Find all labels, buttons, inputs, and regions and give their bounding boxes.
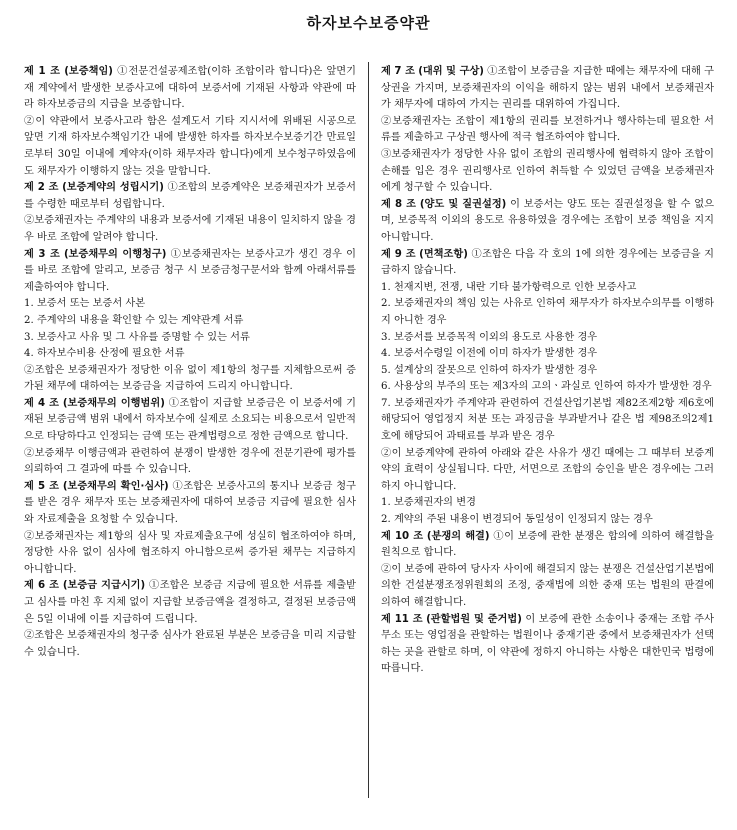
article-text: ①조합이 지급할 보증금은 이 보증서에 기재된 보증금액 범위 내에서 하자보수에 실제로 소요되는 비용으로서 일반적으로 타당하다고 인정되는 금액 또는 관계법령으로 정한 금액으로 합니다. [24, 397, 356, 443]
article-title: (분쟁의 해결) [426, 530, 490, 542]
article-title: (대위 및 구상) [418, 66, 484, 77]
article-text: ①이 보증에 관한 분쟁은 합의에 의하여 해결함을 원칙으로 합니다. [381, 530, 714, 559]
article-number: 제 2 조 [24, 182, 59, 194]
clause-paragraph: ②이 약관에서 보증사고라 함은 설계도서 기타 지시서에 위배된 시공으로 앞면 기재 하자보수책임기간 내에 발생한 하자를 하자보수보증기간 만료일로부터 30일 이내에 계약자(이하 채무자라 합니다)에게 보수청구하였음에도 채무자가 이행하지 않는 것을 말합니다. [24, 115, 356, 177]
clause-paragraph: 5. 설계상의 잘못으로 인하여 하자가 발생한 경우 [381, 364, 598, 376]
article-paragraph [381, 64, 714, 114]
article-number: 제 7 조 [381, 66, 415, 77]
article-number: 제 9 조 [381, 248, 416, 260]
clause-paragraph: 4. 하자보수비용 산정에 필요한 서류 [24, 348, 185, 360]
article-text: 이 보증에 관한 소송이나 중재는 조합 주사무소 또는 영업점을 관할하는 법원이나 중재기관 중에서 보증채권자가 선택하는 곳을 관할로 하며, 이 약관에 정하지 아니하는 사항은 대한민국 법령에 따릅니다. [381, 613, 714, 675]
article-text: ①전문건설공제조합(이하 조합이라 합니다)은 앞면기재 계약에서 발생한 보증사고에 대하여 보증서에 기재된 사항과 약관에 따라 하자보증금의 지급을 보증합니다. [24, 66, 356, 111]
article-paragraph [24, 247, 356, 297]
clause-paragraph: ②이 보증에 관하여 당사자 사이에 해결되지 않는 분쟁은 건설산업기본법에 의한 건설분쟁조정위원회의 조정, 중재법에 의한 중재 또는 법원의 판결에 의하여 해결합니다. [381, 563, 714, 608]
article-text: ①조합은 다음 각 호의 1에 의한 경우에는 보증금을 지급하지 않습니다. [381, 248, 714, 277]
article-paragraph [381, 197, 714, 247]
clause-paragraph: ②조합은 보증채권자의 청구중 심사가 완료된 부분은 보증금을 미리 지급할 수 있습니다. [24, 630, 356, 658]
clause-paragraph: 1. 보증서 또는 보증서 사본 [24, 298, 146, 310]
article-text: ①조합의 보증계약은 보증채권자가 보증서를 수령한 때로부터 성립합니다. [24, 182, 356, 210]
clause-paragraph: 3. 보증서를 보증목적 이외의 용도로 사용한 경우 [381, 331, 598, 343]
clause-paragraph: 2. 주계약의 내용을 확인할 수 있는 계약관계 서류 [24, 314, 244, 326]
clause-paragraph: ②보증채무 이행금액과 관련하여 분쟁이 발생한 경우에 전문기관에 평가를 의뢰하여 그 결과에 따를 수 있습니다. [24, 447, 356, 476]
clause-paragraph: 3. 보증사고 사유 및 그 사유를 증명할 수 있는 서류 [24, 331, 250, 343]
column-divider [368, 62, 369, 798]
clause-paragraph: 4. 보증서수령일 이전에 이미 하자가 발생한 경우 [381, 348, 598, 360]
article-number: 제 3 조 [24, 248, 60, 260]
article-title: (보증계약의 성립시기) [62, 182, 164, 194]
clause-paragraph: 1. 천재지변, 전쟁, 내란 기타 불가항력으로 인한 보증사고 [381, 281, 637, 293]
article-text: ①보증채권자는 보증사고가 생긴 경우 이를 바로 조합에 알리고, 보증금 청구 시 보증금청구문서와 함께 아래서류를 제출하여야 합니다. [24, 248, 356, 293]
article-paragraph [381, 612, 714, 678]
document-title: 하자보수보증약관 [306, 14, 431, 32]
article-paragraph [24, 396, 356, 446]
article-paragraph [24, 578, 356, 628]
right-column [381, 64, 714, 678]
article-paragraph [381, 529, 714, 562]
article-title: (보증채무의 확인·심사) [62, 480, 169, 492]
clause-paragraph: 2. 보증채권자의 책임 있는 사유로 인하여 채무자가 하자보수의무를 이행하지 아니한 경우 [381, 298, 714, 326]
article-title: (보증책임) [64, 66, 113, 77]
article-text: ①조합은 보증금 지급에 필요한 서류를 제출받고 심사를 마친 후 지체 없이 지급할 보증금액을 결정하고, 결정된 보증금액은 5일 이내에 이를 지급하여 드립니다. [24, 580, 356, 625]
article-title: (관할법원 및 준거법) [426, 613, 522, 625]
article-title: (보증금 지급시기) [62, 580, 146, 592]
article-paragraph [24, 64, 356, 114]
clause-paragraph: ②보증채권자는 조합이 제1항의 권리를 보전하거나 행사하는데 필요한 서류를 제출하고 구상권 행사에 적극 협조하여야 합니다. [381, 115, 714, 144]
clause-paragraph: 7. 보증채권자가 주계약과 관련하여 건설산업기본법 제82조제2항 제6호에 해당되어 영업정지 처분 또는 과징금을 부과받거나 같은 법 제98조의2제1호에 해당되어 과태료를 부과 받은 경우 [381, 397, 714, 443]
article-paragraph [381, 247, 714, 280]
article-title: (면책조항) [419, 248, 468, 260]
article-title: (보증채무의 이행범위) [62, 397, 165, 409]
clause-paragraph: ③보증채권자가 정당한 사유 없이 조합의 권리행사에 협력하지 않아 조합이 손해를 입은 경우 권리행사로 인하여 취득할 수 있었던 금액을 보증채권자에게 청구할 수 있습니다. [381, 148, 714, 194]
clause-paragraph: ②조합은 보증채권자가 정당한 이유 없이 제1항의 청구를 지체함으로써 증가된 채무에 대하여는 보증금을 지급하여 드리지 아니합니다. [24, 364, 356, 393]
article-number: 제 6 조 [24, 580, 60, 592]
article-number: 제 10 조 [381, 530, 424, 542]
article-text: ①조합은 보증사고의 통지나 보증금 청구를 받은 경우 채무자 또는 보증채권자에 대하여 보증금 지급에 필요한 심사와 자료제출을 요청할 수 있습니다. [24, 480, 356, 526]
article-number: 제 1 조 [24, 66, 60, 77]
article-title: (양도 및 질권설정) [419, 198, 507, 210]
article-paragraph [24, 479, 356, 529]
clause-paragraph: 2. 계약의 주된 내용이 변경되어 동일성이 인정되지 않는 경우 [381, 514, 653, 526]
clause-paragraph: 1. 보증채권자의 변경 [381, 497, 476, 509]
article-text: ①조합이 보증금을 지급한 때에는 채무자에 대해 구상권을 가지며, 보증채권자의 이익을 해하지 않는 범위 내에서 보증채권자가 채무자에 대하여 가지는 권리를 대위하여 가집니다. [381, 66, 714, 111]
article-text: 이 보증서는 양도 또는 질권설정을 할 수 없으며, 보증목적 이외의 용도로 유용하였을 경우에는 조합이 보증 책임을 지지 아니합니다. [381, 198, 714, 243]
article-number: 제 11 조 [381, 613, 423, 625]
article-title: (보증채무의 이행청구) [64, 248, 167, 260]
clause-paragraph: 6. 사용상의 부주의 또는 제3자의 고의ㆍ과실로 인하여 하자가 발생한 경우 [381, 381, 712, 393]
article-number: 제 4 조 [24, 397, 60, 409]
clause-paragraph: ②이 보증계약에 관하여 아래와 같은 사유가 생긴 때에는 그 때부터 보증계약의 효력이 상실됩니다. 다만, 서면으로 조합의 승인을 받은 경우에는 그러하지 아니합니다. [381, 447, 714, 492]
article-paragraph [24, 180, 356, 213]
article-number: 제 5 조 [24, 480, 60, 492]
article-number: 제 8 조 [381, 198, 417, 210]
clause-paragraph: ②보증채권자는 제1항의 심사 및 자료제출요구에 성실히 협조하여야 하며, 정당한 사유 없이 심사에 협조하지 아니함으로써 증가된 채무는 지급하지 아니합니다. [24, 530, 356, 575]
left-column [24, 64, 356, 661]
clause-paragraph: ②보증채권자는 주계약의 내용과 보증서에 기재된 내용이 일치하지 않을 경우 바로 조합에 알려야 합니다. [24, 215, 356, 243]
